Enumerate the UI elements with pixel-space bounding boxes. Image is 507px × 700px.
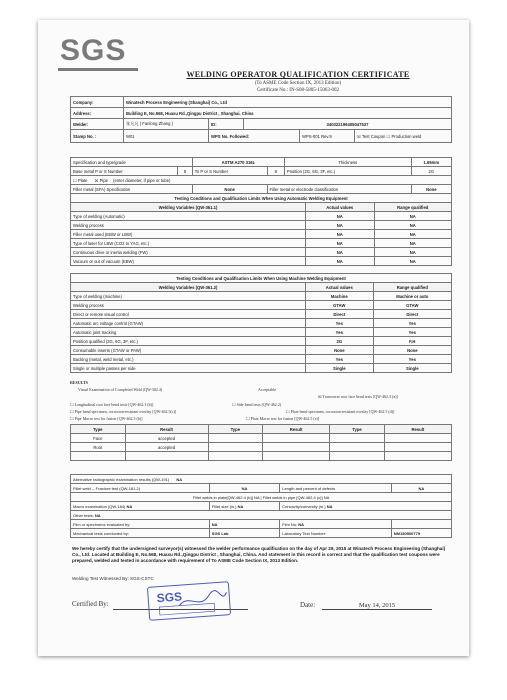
automatic-cell: NA bbox=[306, 230, 375, 239]
machine-row bbox=[71, 337, 452, 346]
visual-exam-value: Acceptable bbox=[258, 387, 276, 392]
spec-value: ASTM A270 316L bbox=[192, 158, 284, 167]
stamp-label: Stamp No. : bbox=[71, 130, 124, 143]
automatic-row bbox=[71, 239, 452, 248]
machine-cell: Machine bbox=[306, 292, 374, 301]
machine-cell: F,H bbox=[373, 337, 451, 346]
auto-col-range: Range qualified bbox=[374, 203, 451, 212]
bend-row bbox=[71, 434, 452, 443]
pipe-macro-row bbox=[70, 416, 142, 421]
plate-macro-row bbox=[246, 416, 319, 421]
automatic-cell: Type of laser for LBW (CO2 to YAG, etc.) bbox=[71, 239, 306, 248]
pipe-macro-label: Pipe Macro test for fusion [QW-462.5 (b)] bbox=[74, 416, 143, 421]
automatic-cell: Filler metal used (EBW or LBW) bbox=[71, 230, 306, 239]
automatic-table bbox=[70, 193, 452, 266]
machine-row bbox=[71, 364, 452, 373]
bend-cell: accepted bbox=[125, 443, 208, 452]
machine-row bbox=[71, 301, 452, 310]
machine-cell: Single bbox=[306, 364, 374, 373]
macro-value: NA bbox=[126, 503, 133, 509]
address-label: Address: bbox=[71, 108, 124, 119]
macro-label: Macro examination (QW-184) NA bbox=[71, 502, 210, 511]
machine-cell: Direct or remote visual control bbox=[71, 310, 306, 319]
position-label: Position (2G, 6G, 3F, etc.) bbox=[285, 167, 412, 176]
bend-cell bbox=[384, 434, 451, 443]
longitudinal-label: Longitudinal root face bend tests [QW-462.3 (b)] bbox=[74, 402, 154, 407]
concavity-value: NA bbox=[326, 503, 333, 509]
rt-label: Alternative radiographic examination results (QW-191) bbox=[73, 476, 170, 482]
transverse-row bbox=[318, 394, 398, 399]
plate-macro-checkbox[interactable]: ☐ bbox=[246, 416, 250, 421]
production-weld-label: Production weld bbox=[391, 133, 422, 139]
film-no-label: Film No: bbox=[282, 521, 298, 527]
bend-cell bbox=[263, 443, 330, 452]
mechanical-label: Mechanical tests conducted by: bbox=[71, 529, 210, 538]
side-bend-checkbox[interactable]: ☐ bbox=[232, 402, 236, 407]
certificate-subtitle: (To ASME Code Section IX, 2013 Edition) bbox=[254, 81, 342, 86]
transverse-checkbox[interactable]: ☒ bbox=[318, 394, 322, 399]
machine-row bbox=[71, 310, 452, 319]
id-label: ID: bbox=[209, 119, 244, 130]
visual-exam-label: Visual Examination of Completed Weld (QW-302.4) bbox=[78, 387, 163, 392]
base-metal-value: 8 bbox=[178, 167, 192, 176]
thickness-label: Thickness bbox=[285, 158, 412, 167]
machine-cell: Automatic joint tracking bbox=[71, 328, 306, 337]
bend-cell bbox=[330, 434, 385, 443]
production-weld-checkbox[interactable]: ☐ bbox=[386, 133, 391, 139]
automatic-cell: NA bbox=[306, 221, 375, 230]
machine-cell: Automatic arc voltage control (GTAW) bbox=[71, 319, 306, 328]
automatic-cell: NA bbox=[374, 248, 451, 257]
thickness-value: 1.65mm bbox=[411, 158, 451, 167]
plate-checkbox[interactable]: ☐ bbox=[73, 177, 77, 183]
fillet-size-cell bbox=[209, 502, 279, 511]
filler-spec-label: Filler metal (SFA) Specification bbox=[71, 185, 193, 194]
welder-value: 张凡凡 ( Fanlong Zhang ) bbox=[124, 119, 209, 130]
witness-line: Welding Test Witnessed By: SGS-CSTC bbox=[72, 576, 154, 581]
plate-label: Plate bbox=[77, 177, 88, 183]
machine-cell: Position qualified (2G, 6G, 3F, etc.) bbox=[71, 337, 306, 346]
machine-cell: Type of welding (machine) bbox=[71, 292, 306, 301]
test-coupon-label: Test Coupon bbox=[361, 133, 386, 139]
company-value: Winatech Process Engineering (Shanghai) Co., Ltd bbox=[124, 97, 452, 108]
results-heading: RESULTS bbox=[70, 380, 88, 385]
concavity-cell bbox=[280, 502, 452, 511]
auto-col-variables: Welding Variables (QW-361.1) bbox=[71, 203, 306, 212]
to-p-value: 8 bbox=[267, 167, 284, 176]
bend-results-table bbox=[70, 424, 452, 461]
automatic-cell: NA bbox=[374, 257, 451, 266]
base-metal-label: Base metal P or S Number bbox=[71, 167, 178, 176]
machine-cell: Yes bbox=[373, 355, 451, 364]
wps-value: WPS-001 Rev.9 bbox=[300, 130, 355, 143]
filler-spec-value: None bbox=[192, 185, 267, 194]
machine-cell: Consumable inserts (GTAW or PAW) bbox=[71, 346, 306, 355]
pipe-bend-label: Pipe bend specimen, corrosion-resistant overlay [QW-462.5(c)] bbox=[74, 409, 177, 414]
lab-number-label: Laboratory Test Number: bbox=[280, 529, 392, 538]
col-type-2: Type bbox=[208, 425, 263, 434]
machine-cell: GTAW bbox=[373, 301, 451, 310]
id-value: 340322199405047537 bbox=[244, 119, 452, 130]
machine-cell: Welding process bbox=[71, 301, 306, 310]
machine-row bbox=[71, 355, 452, 364]
automatic-cell: NA bbox=[374, 230, 451, 239]
logo-underline bbox=[58, 68, 138, 71]
spec-label: Specification and type/grade bbox=[71, 158, 193, 167]
plate-bend-row bbox=[286, 409, 394, 414]
fillet-size-value: NA bbox=[237, 503, 244, 509]
automatic-cell: Type of welding (Automatic) bbox=[71, 212, 306, 221]
machine-cell: 2G bbox=[306, 337, 374, 346]
automatic-cell: Vacuum or out of vacuum (EBW) bbox=[71, 257, 306, 266]
machine-cell: Yes bbox=[306, 319, 374, 328]
fillet-size-label: Fillet size (in.) bbox=[211, 503, 237, 509]
pipe-bend-checkbox[interactable]: ☐ bbox=[70, 409, 74, 414]
bend-cell: Root bbox=[71, 443, 126, 452]
machine-cell: None bbox=[373, 346, 451, 355]
automatic-cell: NA bbox=[374, 212, 451, 221]
film-evaluated-value: NA bbox=[209, 520, 279, 529]
bend-cell bbox=[208, 443, 263, 452]
bend-rows bbox=[71, 434, 452, 452]
stamp-value: W01 bbox=[124, 130, 209, 143]
header-table bbox=[70, 96, 452, 143]
fillet-welds-row: Fillet welds in plate[QW-462.4 (b)] NA | Fillet welds in pipe [QW-462.4 (c)] NA bbox=[71, 493, 452, 502]
bend-cell bbox=[208, 434, 263, 443]
automatic-title: Testing Conditions and Qualification Limits When Using Automatic Welding Equipment bbox=[71, 194, 452, 203]
date-value: May 14, 2015 bbox=[322, 602, 432, 610]
machine-row bbox=[71, 346, 452, 355]
sgs-stamp bbox=[147, 581, 231, 621]
machine-cell: Single or multiple passes per side bbox=[71, 364, 306, 373]
machine-cell: GTAW bbox=[306, 301, 374, 310]
machine-cell: Single bbox=[373, 364, 451, 373]
longitudinal-row bbox=[70, 402, 153, 407]
company-label: Company: bbox=[71, 97, 124, 108]
machine-title: Testing Conditions and Qualification Limits When Using Machine Welding Equipment bbox=[71, 274, 452, 283]
machine-col-variables: Welding Variables (QW-361.2) bbox=[71, 283, 306, 292]
machine-rows bbox=[71, 292, 452, 373]
rt-value: NA bbox=[176, 476, 183, 482]
other-tests-value: NA bbox=[94, 512, 101, 518]
automatic-cell: NA bbox=[374, 239, 451, 248]
automatic-row bbox=[71, 248, 452, 257]
film-evaluated-label: Film or specimens evaluated by: bbox=[71, 520, 210, 529]
machine-cell: Machine or auto bbox=[373, 292, 451, 301]
lab-number-value: NM150500779 bbox=[391, 529, 451, 538]
film-no-value: NA bbox=[298, 521, 305, 527]
pipe-bend-row bbox=[70, 409, 176, 414]
machine-cell: Yes bbox=[306, 355, 374, 364]
bend-cell bbox=[263, 434, 330, 443]
machine-row bbox=[71, 328, 452, 337]
bend-cell: Face bbox=[71, 434, 126, 443]
automatic-cell: Welding process bbox=[71, 221, 306, 230]
position-value: 2G bbox=[411, 167, 451, 176]
certified-by-label: Certified By: bbox=[72, 600, 109, 608]
machine-cell: Yes bbox=[373, 319, 451, 328]
length-defects-label: Length and percent of defects bbox=[280, 484, 392, 493]
bend-cell bbox=[384, 443, 451, 452]
bend-row bbox=[71, 443, 452, 452]
fillet-fracture-label: Fillet weld -- Fracture test (QW-181.2) bbox=[71, 484, 210, 493]
pipe-note: (enter diameter, if pipe or tube) bbox=[113, 177, 171, 183]
film-no-cell bbox=[280, 520, 392, 529]
machine-cell: None bbox=[306, 346, 374, 355]
plate-pipe-row bbox=[71, 176, 452, 185]
length-defects-value: NA bbox=[391, 484, 451, 493]
machine-cell: Yes bbox=[373, 328, 451, 337]
pipe-checkbox[interactable]: ☒ bbox=[94, 177, 99, 183]
side-bend-label: Side bend tests (QW-462.2) bbox=[236, 402, 282, 407]
automatic-row bbox=[71, 230, 452, 239]
machine-row bbox=[71, 319, 452, 328]
plate-bend-label: Plate bend specimen, corrosion-resistant overlay [QW-462.5 (d)] bbox=[290, 409, 395, 414]
machine-cell: Direct bbox=[373, 310, 451, 319]
other-tests-label: Other tests: bbox=[73, 512, 94, 518]
machine-col-range: Range qualified bbox=[373, 283, 451, 292]
auto-col-actual: Actual values bbox=[306, 203, 375, 212]
machine-col-actual: Actual values bbox=[306, 283, 374, 292]
transverse-label: Transverse root face bend tests [QW-462.3 (a)] bbox=[322, 394, 398, 399]
certificate-title: WELDING OPERATOR QUALIFICATION CERTIFICATE bbox=[186, 70, 410, 79]
fillet-fracture-value: NA bbox=[209, 484, 279, 493]
address-value: Building E, No.568, Huaxu Rd.,Qingpu District , Shanghai. China bbox=[124, 108, 452, 119]
alternative-table bbox=[70, 474, 452, 538]
automatic-cell: NA bbox=[306, 248, 375, 257]
col-result-2: Result bbox=[263, 425, 330, 434]
automatic-row bbox=[71, 212, 452, 221]
coupon-cell bbox=[355, 130, 452, 143]
plate-macro-label: Plate Macro test for fusion [QW-462.5 (e)] bbox=[250, 416, 320, 421]
stamp-text: SGS bbox=[156, 589, 183, 606]
automatic-cell: Continuous drive or inertia welding (FW) bbox=[71, 248, 306, 257]
date-label: Date: bbox=[300, 601, 316, 609]
plate-bend-checkbox[interactable]: ☐ bbox=[286, 409, 290, 414]
wps-label: WPS No. Followed: bbox=[209, 130, 300, 143]
automatic-rows bbox=[71, 212, 452, 266]
to-p-label: To P or S Number bbox=[192, 167, 267, 176]
spec-table bbox=[70, 157, 452, 194]
automatic-cell: NA bbox=[306, 257, 375, 266]
machine-table bbox=[70, 273, 452, 373]
automatic-row bbox=[71, 221, 452, 230]
filler-class-value: None bbox=[411, 185, 451, 194]
concavity-label: Concavity/convexity (in.) bbox=[282, 503, 326, 509]
welder-label: Welder: bbox=[71, 119, 124, 130]
signature-scribble-icon bbox=[148, 582, 230, 620]
col-type-1: Type bbox=[71, 425, 126, 434]
side-bend-row bbox=[232, 402, 281, 407]
rt-row bbox=[71, 475, 452, 484]
machine-cell: Yes bbox=[306, 328, 374, 337]
col-result-3: Result bbox=[384, 425, 451, 434]
bend-cell: accepted bbox=[125, 434, 208, 443]
filler-class-label: Filler metal or electrode classification bbox=[267, 185, 411, 194]
test-coupon-checkbox[interactable]: ☒ bbox=[357, 133, 361, 139]
automatic-row bbox=[71, 257, 452, 266]
pipe-label: Pipe bbox=[99, 177, 108, 183]
machine-cell: Backing (metal, weld metal, etc.) bbox=[71, 355, 306, 364]
certificate-number: Certificate No.: IN-S08-5805-15063-002 bbox=[256, 88, 340, 93]
other-tests-row bbox=[71, 511, 452, 520]
longitudinal-checkbox[interactable]: ☐ bbox=[70, 402, 74, 407]
automatic-cell: NA bbox=[374, 221, 451, 230]
machine-row bbox=[71, 292, 452, 301]
col-result-1: Result bbox=[125, 425, 208, 434]
sgs-logo: SGS bbox=[60, 34, 127, 67]
col-type-3: Type bbox=[330, 425, 385, 434]
pipe-macro-checkbox[interactable]: ☐ bbox=[70, 416, 74, 421]
machine-cell: Direct bbox=[306, 310, 374, 319]
mechanical-value: SGS Lab bbox=[209, 529, 279, 538]
automatic-cell: NA bbox=[306, 239, 375, 248]
certification-paragraph: We hereby certify that the undersigned surveyor(s) witnessed the welder performance qualification on the day of Apr 29, 2015 at Winatech Process Engineering (Shanghai) Co., Ltd. Located at Building E, No.568, Huaxu Rd.,Qingpu District , Shanghai, China. And statement in this record is correct and that the qualification test coupons were prepared, welded and tested in accordance with requirement of To ASME Code Section IX, 2013 Edition. bbox=[72, 546, 446, 563]
bend-cell bbox=[330, 443, 385, 452]
automatic-cell: NA bbox=[306, 212, 375, 221]
